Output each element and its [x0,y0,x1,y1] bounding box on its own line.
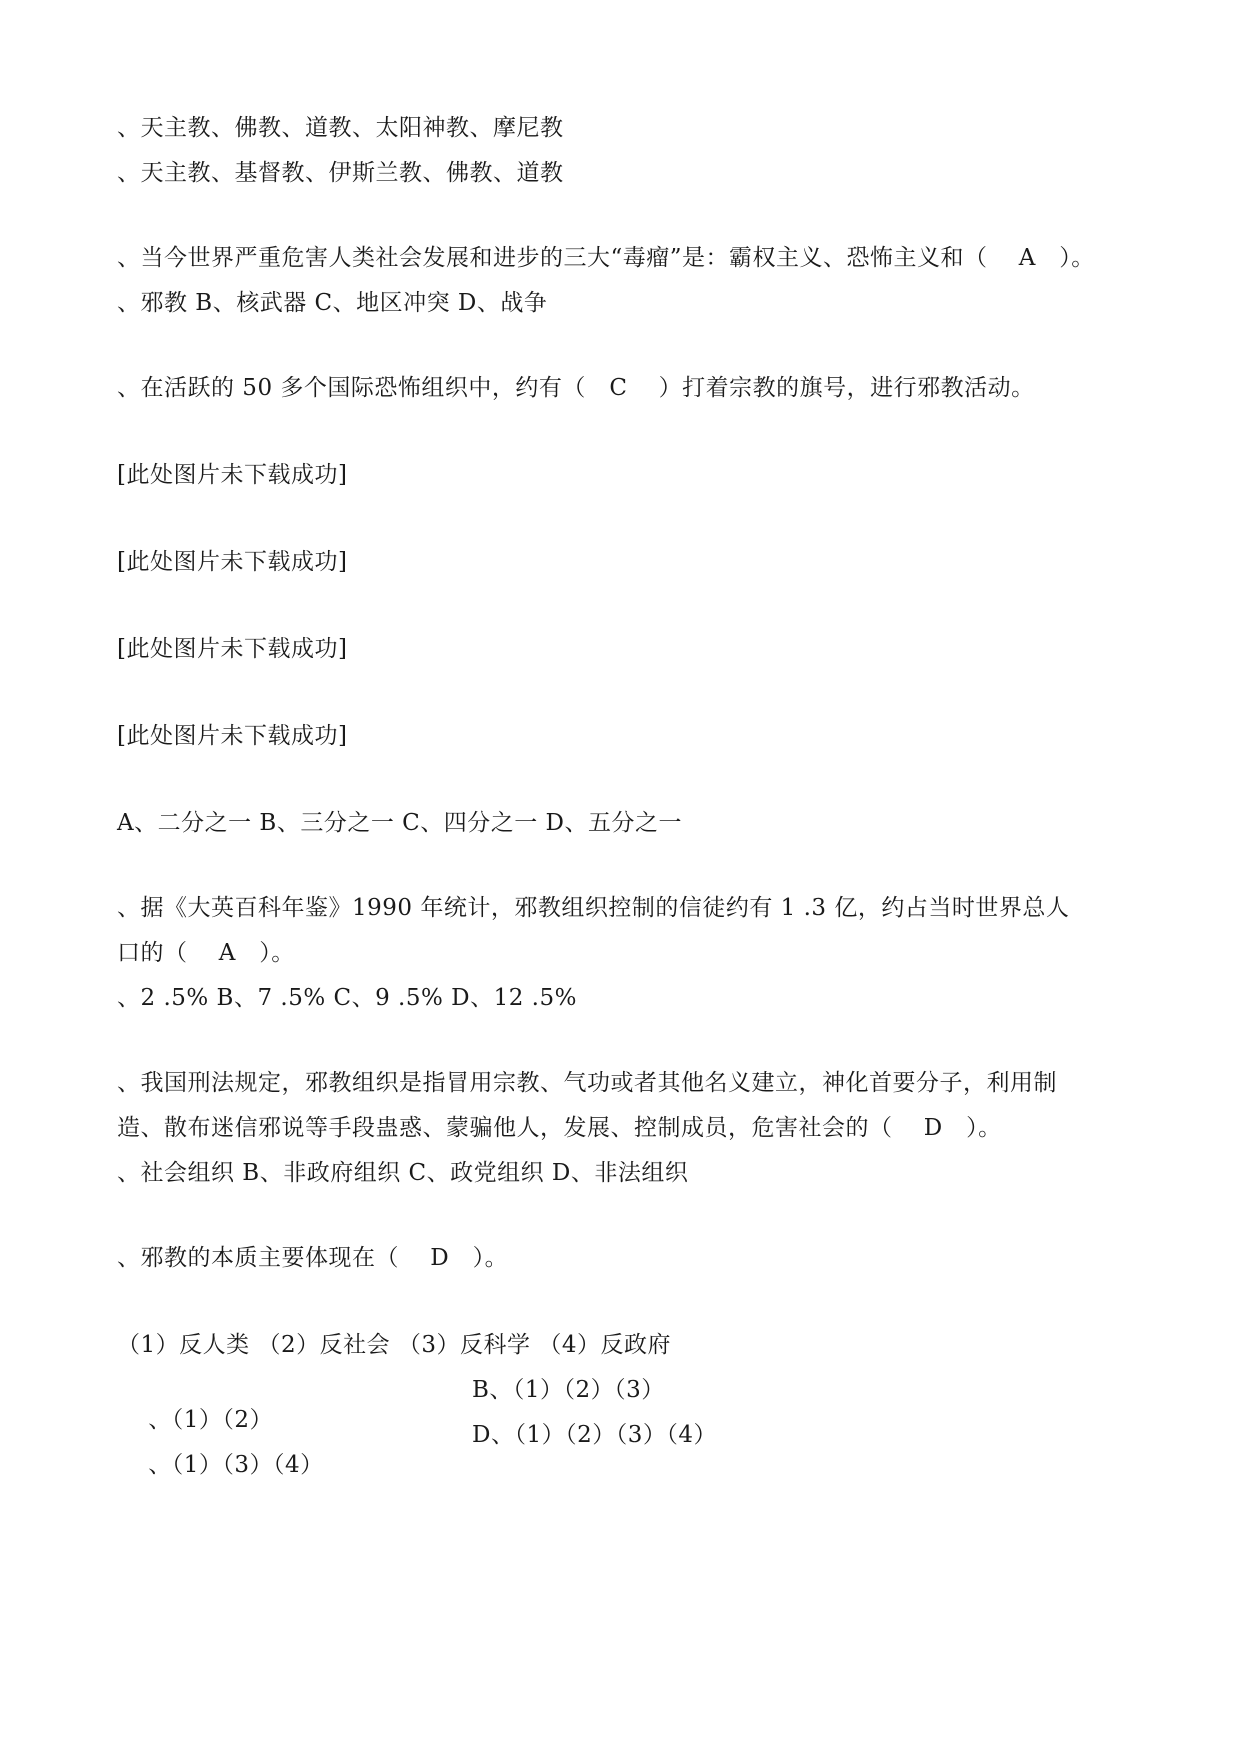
text-line: 、天主教、佛教、道教、太阳神教、摩尼教 [117,115,564,141]
option-b: B、（1）（2）（3） [472,1377,665,1403]
question-line: 造、散布迷信邪说等手段蛊惑、蒙骗他人，发展、控制成员，危害社会的（ D ）。 [117,1115,1002,1141]
image-placeholder: [此处图片未下载成功] [117,723,348,749]
options-line: A、二分之一 B、三分之一 C、四分之一 D、五分之一 [117,810,682,836]
option-c: 、（1）（3）（4） [148,1452,324,1478]
options-line: 、2 .5% B、7 .5% C、9 .5% D、12 .5% [117,985,577,1011]
option-d: D、（1）（2）（3）（4） [472,1422,717,1448]
text-line: 、天主教、基督教、伊斯兰教、佛教、道教 [117,160,564,186]
image-placeholder: [此处图片未下载成功] [117,549,348,575]
question-line: 、我国刑法规定，邪教组织是指冒用宗教、气功或者其他名义建立，神化首要分子，利用制 [117,1070,1057,1096]
question-line: 、邪教的本质主要体现在（ D ）。 [117,1245,509,1271]
statement-line: （1）反人类 （2）反社会 （3）反科学 （4）反政府 [117,1332,671,1358]
options-line: 、社会组织 B、非政府组织 C、政党组织 D、非法组织 [117,1160,689,1186]
question-line: 、据《大英百科年鉴》1990 年统计，邪教组织控制的信徒约有 1 .3 亿，约占当时世界总人 [117,895,1070,921]
options-row [117,1420,717,1540]
question-line: 口的（ A ）。 [117,940,295,966]
image-placeholder: [此处图片未下载成功] [117,636,348,662]
options-line: 、邪教 B、核武器 C、地区冲突 D、战争 [117,290,548,316]
question-line: 、在活跃的 50 多个国际恐怖组织中，约有（ C ）打着宗教的旗号，进行邪教活动。 [117,375,1035,401]
question-line: 、当今世界严重危害人类社会发展和进步的三大“毒瘤”是：霸权主义、恐怖主义和（ A ）。 [117,245,1095,271]
option-a: 、（1）（2） [148,1407,274,1433]
image-placeholder: [此处图片未下载成功] [117,462,348,488]
